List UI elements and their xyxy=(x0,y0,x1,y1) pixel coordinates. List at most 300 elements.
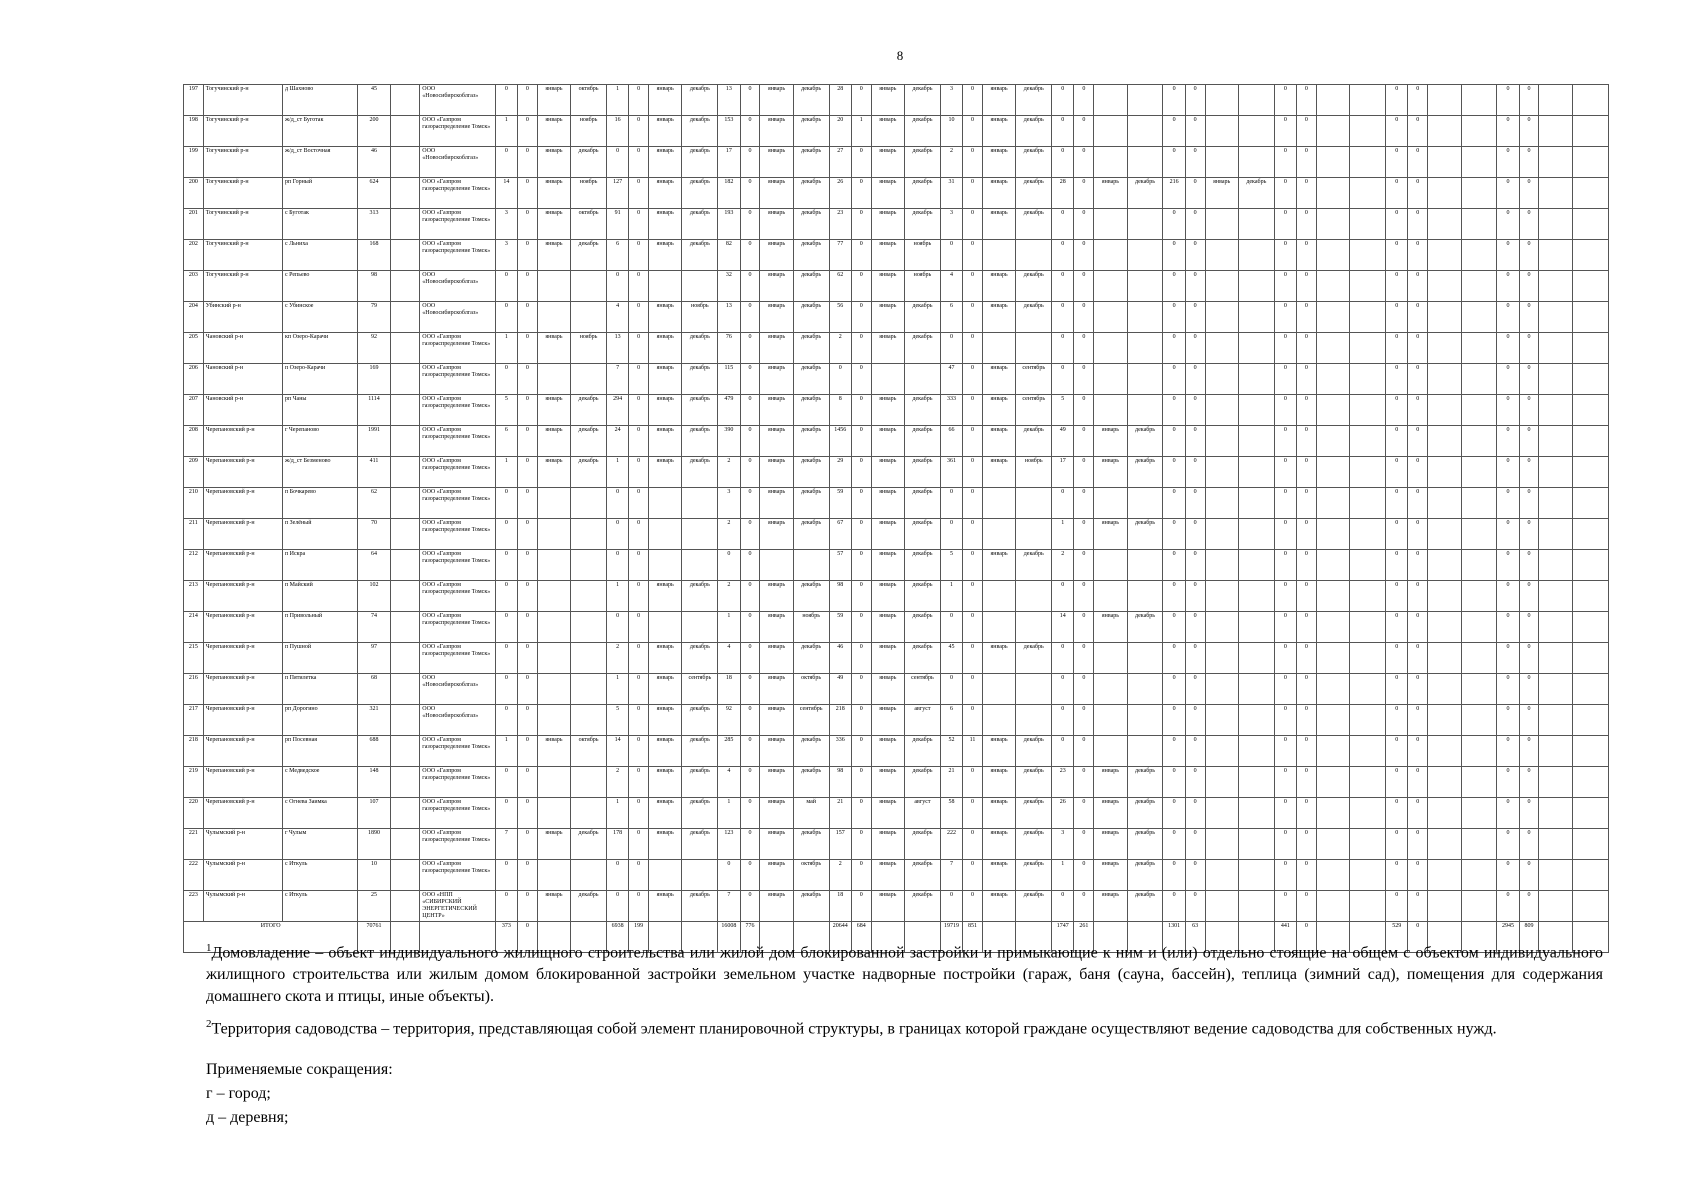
table-cell: 0 xyxy=(517,550,537,581)
table-cell xyxy=(390,891,420,922)
table-cell: декабрь xyxy=(905,643,941,674)
table-cell: 0 xyxy=(1185,705,1205,736)
table-row xyxy=(184,240,1609,271)
table-cell xyxy=(390,581,420,612)
table-cell: январь xyxy=(1094,178,1127,209)
table-cell xyxy=(1350,333,1386,364)
table-cell: п Озеро-Карачи xyxy=(282,364,357,395)
table-cell: 0 xyxy=(963,891,983,922)
table-cell xyxy=(1350,829,1386,860)
table-cell xyxy=(1461,612,1497,643)
table-cell: 0 xyxy=(1408,612,1428,643)
table-cell: 0 xyxy=(629,891,649,922)
total-cell: 0 xyxy=(1408,922,1428,953)
table-cell xyxy=(1205,333,1238,364)
table-cell: 0 xyxy=(1163,860,1185,891)
table-cell: 0 xyxy=(606,488,628,519)
table-cell: декабрь xyxy=(682,581,718,612)
table-cell: 18 xyxy=(718,674,740,705)
table-cell: январь xyxy=(649,85,682,116)
table-cell: 0 xyxy=(851,674,871,705)
table-cell: 0 xyxy=(1408,488,1428,519)
table-cell: 0 xyxy=(851,829,871,860)
table-cell: 82 xyxy=(718,240,740,271)
table-cell xyxy=(1350,612,1386,643)
table-cell: 98 xyxy=(829,767,851,798)
table-cell xyxy=(1350,271,1386,302)
table-cell: январь xyxy=(982,767,1015,798)
total-cell: 441 xyxy=(1274,922,1296,953)
table-cell xyxy=(1539,612,1572,643)
table-cell: 0 xyxy=(1408,550,1428,581)
table-cell: 222 xyxy=(940,829,962,860)
table-cell xyxy=(1428,860,1461,891)
table-cell: ООО «Газпром газораспределение Томск» xyxy=(420,612,495,643)
table-cell: 0 xyxy=(629,209,649,240)
table-cell xyxy=(1572,147,1608,178)
table-cell: 0 xyxy=(1497,488,1519,519)
table-cell xyxy=(1539,364,1572,395)
table-cell: январь xyxy=(760,519,793,550)
table-cell: декабрь xyxy=(905,488,941,519)
table-cell xyxy=(537,581,570,612)
table-cell xyxy=(1428,271,1461,302)
table-cell: декабрь xyxy=(571,426,607,457)
table-cell: январь xyxy=(871,612,904,643)
table-cell: январь xyxy=(537,178,570,209)
table-cell xyxy=(1539,519,1572,550)
table-cell xyxy=(1016,333,1052,364)
table-cell xyxy=(1572,674,1608,705)
table-cell: 0 xyxy=(1497,395,1519,426)
table-cell: 0 xyxy=(606,519,628,550)
table-cell: 0 xyxy=(606,271,628,302)
table-cell xyxy=(1572,85,1608,116)
table-cell: 0 xyxy=(1519,860,1539,891)
table-cell: 107 xyxy=(358,798,390,829)
table-cell xyxy=(1205,457,1238,488)
table-cell: 0 xyxy=(1185,736,1205,767)
table-cell xyxy=(390,643,420,674)
table-cell: 0 xyxy=(517,395,537,426)
table-cell xyxy=(1238,643,1274,674)
table-cell: 0 xyxy=(1074,178,1094,209)
table-cell: 0 xyxy=(1185,767,1205,798)
table-cell: 688 xyxy=(358,736,390,767)
table-cell: 26 xyxy=(1052,798,1074,829)
table-cell xyxy=(1205,829,1238,860)
table-cell xyxy=(390,116,420,147)
table-cell: 0 xyxy=(629,550,649,581)
table-cell: 0 xyxy=(1408,85,1428,116)
table-cell xyxy=(1238,457,1274,488)
table-cell: 5 xyxy=(1052,395,1074,426)
table-cell: ООО «Газпром газораспределение Томск» xyxy=(420,395,495,426)
table-cell xyxy=(1572,240,1608,271)
table-cell: 0 xyxy=(629,116,649,147)
table-cell: 2 xyxy=(718,457,740,488)
table-cell xyxy=(1094,705,1127,736)
table-cell xyxy=(1205,891,1238,922)
table-cell: 0 xyxy=(1163,736,1185,767)
table-cell: январь xyxy=(760,302,793,333)
table-cell: 217 xyxy=(184,705,204,736)
table-cell xyxy=(571,488,607,519)
table-cell xyxy=(1350,457,1386,488)
table-cell: 0 xyxy=(851,767,871,798)
table-cell: 0 xyxy=(963,85,983,116)
table-cell: декабрь xyxy=(682,178,718,209)
table-cell xyxy=(1316,860,1349,891)
table-cell: 218 xyxy=(184,736,204,767)
table-cell: январь xyxy=(1094,891,1127,922)
table-cell xyxy=(1539,860,1572,891)
table-cell: 0 xyxy=(1074,891,1094,922)
table-cell: 2 xyxy=(606,643,628,674)
table-cell: май xyxy=(793,798,829,829)
table-cell: Тогучинский р-н xyxy=(203,240,282,271)
table-cell: январь xyxy=(982,891,1015,922)
table-cell: 0 xyxy=(1274,798,1296,829)
table-row xyxy=(184,178,1609,209)
table-cell xyxy=(1539,116,1572,147)
table-cell: 0 xyxy=(1519,488,1539,519)
table-cell xyxy=(390,364,420,395)
table-cell: декабрь xyxy=(793,767,829,798)
table-cell: 0 xyxy=(963,860,983,891)
table-cell: декабрь xyxy=(1127,457,1163,488)
table-cell: 0 xyxy=(517,736,537,767)
table-cell: 14 xyxy=(606,736,628,767)
abbreviation-item: д – деревня; xyxy=(206,1108,289,1126)
table-cell: декабрь xyxy=(793,85,829,116)
table-cell: январь xyxy=(760,240,793,271)
table-cell xyxy=(1572,302,1608,333)
table-cell xyxy=(1127,395,1163,426)
table-cell xyxy=(571,798,607,829)
table-cell xyxy=(390,333,420,364)
table-cell: декабрь xyxy=(571,240,607,271)
table-cell: 0 xyxy=(1297,395,1317,426)
table-cell xyxy=(1350,426,1386,457)
table-cell xyxy=(1350,767,1386,798)
table-cell xyxy=(1016,488,1052,519)
table-cell: 0 xyxy=(495,798,517,829)
table-cell: 46 xyxy=(829,643,851,674)
table-cell: январь xyxy=(871,674,904,705)
table-cell: 0 xyxy=(629,860,649,891)
table-cell: 198 xyxy=(184,116,204,147)
table-cell: декабрь xyxy=(1016,116,1052,147)
table-cell: 0 xyxy=(740,240,760,271)
table-cell: декабрь xyxy=(905,891,941,922)
table-cell: 3 xyxy=(1052,829,1074,860)
table-cell: 2 xyxy=(829,333,851,364)
table-cell: 3 xyxy=(495,240,517,271)
table-cell: январь xyxy=(537,457,570,488)
table-cell: 3 xyxy=(940,209,962,240)
table-cell: 0 xyxy=(629,705,649,736)
table-cell: 182 xyxy=(718,178,740,209)
table-cell: 0 xyxy=(517,581,537,612)
table-cell: 215 xyxy=(184,643,204,674)
table-cell: январь xyxy=(649,333,682,364)
table-cell: декабрь xyxy=(1016,829,1052,860)
table-cell: 13 xyxy=(718,85,740,116)
table-cell xyxy=(1205,860,1238,891)
table-cell: 0 xyxy=(517,519,537,550)
table-cell xyxy=(1127,333,1163,364)
table-cell: 0 xyxy=(517,85,537,116)
table-cell: 0 xyxy=(963,767,983,798)
table-cell: 0 xyxy=(517,829,537,860)
table-cell: декабрь xyxy=(682,116,718,147)
table-cell xyxy=(1428,240,1461,271)
table-cell: 0 xyxy=(1074,271,1094,302)
table-cell: 0 xyxy=(1386,364,1408,395)
page-number: 8 xyxy=(896,48,904,63)
table-cell: Черепановский р-н xyxy=(203,643,282,674)
table-cell xyxy=(1316,302,1349,333)
table-cell: 0 xyxy=(1074,240,1094,271)
table-cell: 157 xyxy=(829,829,851,860)
table-cell: январь xyxy=(871,767,904,798)
table-cell: 0 xyxy=(517,705,537,736)
table-cell: декабрь xyxy=(905,178,941,209)
table-cell: ж/д_ст Восточная xyxy=(282,147,357,178)
table-cell: 0 xyxy=(1163,488,1185,519)
table-cell: январь xyxy=(871,426,904,457)
table-cell: 0 xyxy=(1297,457,1317,488)
table-cell xyxy=(1428,550,1461,581)
table-cell: 5 xyxy=(495,395,517,426)
table-cell xyxy=(1238,860,1274,891)
table-cell xyxy=(1316,240,1349,271)
table-cell: 0 xyxy=(1519,302,1539,333)
table-cell: 0 xyxy=(629,798,649,829)
table-cell: 0 xyxy=(1297,240,1317,271)
table-cell xyxy=(1316,85,1349,116)
table-cell: 1 xyxy=(1052,860,1074,891)
table-cell: декабрь xyxy=(905,767,941,798)
table-cell xyxy=(1316,798,1349,829)
table-cell: 62 xyxy=(358,488,390,519)
table-cell: декабрь xyxy=(682,147,718,178)
table-cell: 0 xyxy=(1297,860,1317,891)
table-cell: январь xyxy=(982,550,1015,581)
table-cell: январь xyxy=(649,178,682,209)
table-cell xyxy=(1238,891,1274,922)
table-cell xyxy=(537,767,570,798)
table-cell: январь xyxy=(537,116,570,147)
table-cell: 0 xyxy=(1497,178,1519,209)
total-cell: 1301 xyxy=(1163,922,1185,953)
table-cell: январь xyxy=(760,395,793,426)
table-cell: п Зелёный xyxy=(282,519,357,550)
table-cell: январь xyxy=(1094,798,1127,829)
table-cell xyxy=(537,364,570,395)
table-cell: 0 xyxy=(1074,612,1094,643)
table-cell: 0 xyxy=(740,457,760,488)
table-cell: 222 xyxy=(184,860,204,891)
table-cell: 0 xyxy=(1519,395,1539,426)
table-cell xyxy=(1428,395,1461,426)
table-cell: 0 xyxy=(1074,705,1094,736)
table-cell: 5 xyxy=(940,550,962,581)
table-cell xyxy=(1428,612,1461,643)
table-cell: 0 xyxy=(1297,488,1317,519)
table-cell xyxy=(1461,891,1497,922)
table-cell: 0 xyxy=(1163,333,1185,364)
table-cell: 0 xyxy=(740,302,760,333)
table-cell xyxy=(1127,488,1163,519)
table-cell xyxy=(1316,364,1349,395)
table-cell: 0 xyxy=(740,860,760,891)
table-cell xyxy=(1238,581,1274,612)
table-cell xyxy=(537,860,570,891)
table-cell xyxy=(1238,209,1274,240)
table-cell xyxy=(1539,767,1572,798)
table-cell xyxy=(1539,829,1572,860)
table-cell xyxy=(1316,395,1349,426)
table-cell: 0 xyxy=(1386,860,1408,891)
table-cell: 0 xyxy=(963,550,983,581)
table-cell: 0 xyxy=(1297,674,1317,705)
table-cell: 0 xyxy=(1408,643,1428,674)
table-cell: январь xyxy=(760,85,793,116)
table-cell: 0 xyxy=(851,178,871,209)
table-cell: 0 xyxy=(740,178,760,209)
table-cell: декабрь xyxy=(793,395,829,426)
table-cell xyxy=(537,519,570,550)
table-cell xyxy=(1316,457,1349,488)
table-cell: 2 xyxy=(718,581,740,612)
table-cell: сентябрь xyxy=(793,705,829,736)
table-cell: 0 xyxy=(1297,178,1317,209)
table-cell xyxy=(390,209,420,240)
table-cell: 45 xyxy=(940,643,962,674)
table-cell xyxy=(1205,240,1238,271)
table-cell: декабрь xyxy=(1127,860,1163,891)
table-cell: декабрь xyxy=(793,581,829,612)
table-cell xyxy=(1238,798,1274,829)
table-cell: декабрь xyxy=(1238,178,1274,209)
table-cell: 52 xyxy=(940,736,962,767)
table-cell: декабрь xyxy=(793,457,829,488)
table-cell: 1 xyxy=(940,581,962,612)
table-cell xyxy=(1428,705,1461,736)
table-cell: ООО «Газпром газораспределение Томск» xyxy=(420,519,495,550)
table-cell xyxy=(1127,674,1163,705)
footnote-2-mark: 2 xyxy=(206,1018,212,1031)
table-cell xyxy=(1205,767,1238,798)
table-cell xyxy=(1094,736,1127,767)
table-cell: 0 xyxy=(495,860,517,891)
table-cell: январь xyxy=(537,240,570,271)
table-cell: 0 xyxy=(1519,240,1539,271)
table-cell: 1 xyxy=(718,612,740,643)
table-cell xyxy=(390,488,420,519)
table-cell: 219 xyxy=(184,767,204,798)
table-cell xyxy=(1539,891,1572,922)
table-cell: декабрь xyxy=(1016,643,1052,674)
table-cell: январь xyxy=(982,829,1015,860)
table-cell: декабрь xyxy=(1016,85,1052,116)
table-cell: 0 xyxy=(1274,550,1296,581)
table-cell: 0 xyxy=(1497,581,1519,612)
table-cell: 6 xyxy=(940,705,962,736)
table-cell: 0 xyxy=(1386,457,1408,488)
table-cell xyxy=(1461,147,1497,178)
table-cell: 212 xyxy=(184,550,204,581)
table-cell: январь xyxy=(871,705,904,736)
table-cell xyxy=(1428,209,1461,240)
table-cell: январь xyxy=(649,643,682,674)
table-cell xyxy=(682,612,718,643)
table-cell: 0 xyxy=(1163,519,1185,550)
table-cell: 0 xyxy=(718,860,740,891)
table-cell: 624 xyxy=(358,178,390,209)
table-cell xyxy=(1127,581,1163,612)
table-cell: 0 xyxy=(1297,767,1317,798)
table-cell: 0 xyxy=(963,178,983,209)
table-row xyxy=(184,426,1609,457)
table-cell: 4 xyxy=(718,767,740,798)
table-cell xyxy=(649,519,682,550)
table-cell xyxy=(871,364,904,395)
table-cell: 0 xyxy=(1163,302,1185,333)
table-cell: 0 xyxy=(1052,147,1074,178)
footnote-1-mark: 1 xyxy=(206,942,212,954)
table-cell: 0 xyxy=(1163,457,1185,488)
table-cell xyxy=(1127,147,1163,178)
table-cell xyxy=(1205,550,1238,581)
table-cell: 0 xyxy=(740,736,760,767)
table-cell: 1 xyxy=(606,674,628,705)
table-cell: 3 xyxy=(940,85,962,116)
table-cell: декабрь xyxy=(793,271,829,302)
table-cell: 0 xyxy=(495,581,517,612)
table-cell: 0 xyxy=(851,519,871,550)
table-cell: 0 xyxy=(1052,302,1074,333)
table-cell: 6 xyxy=(495,426,517,457)
table-cell: 91 xyxy=(606,209,628,240)
table-cell: январь xyxy=(871,550,904,581)
table-cell: август xyxy=(905,705,941,736)
table-cell xyxy=(1461,333,1497,364)
table-cell xyxy=(1205,581,1238,612)
table-cell: 58 xyxy=(940,798,962,829)
table-cell: 0 xyxy=(940,674,962,705)
table-cell: 0 xyxy=(1297,271,1317,302)
table-cell: 0 xyxy=(851,891,871,922)
table-cell: январь xyxy=(760,178,793,209)
table-row xyxy=(184,643,1609,674)
table-cell: январь xyxy=(649,891,682,922)
table-cell: 0 xyxy=(1052,85,1074,116)
table-cell: январь xyxy=(982,395,1015,426)
table-cell: январь xyxy=(760,209,793,240)
table-cell: п Пушной xyxy=(282,643,357,674)
table-cell: ООО «Газпром газораспределение Томск» xyxy=(420,240,495,271)
table-cell: 0 xyxy=(740,643,760,674)
table-cell: декабрь xyxy=(793,643,829,674)
table-cell: 178 xyxy=(606,829,628,860)
table-cell xyxy=(1016,519,1052,550)
table-cell: декабрь xyxy=(1127,178,1163,209)
table-cell xyxy=(1350,178,1386,209)
table-cell xyxy=(1572,581,1608,612)
